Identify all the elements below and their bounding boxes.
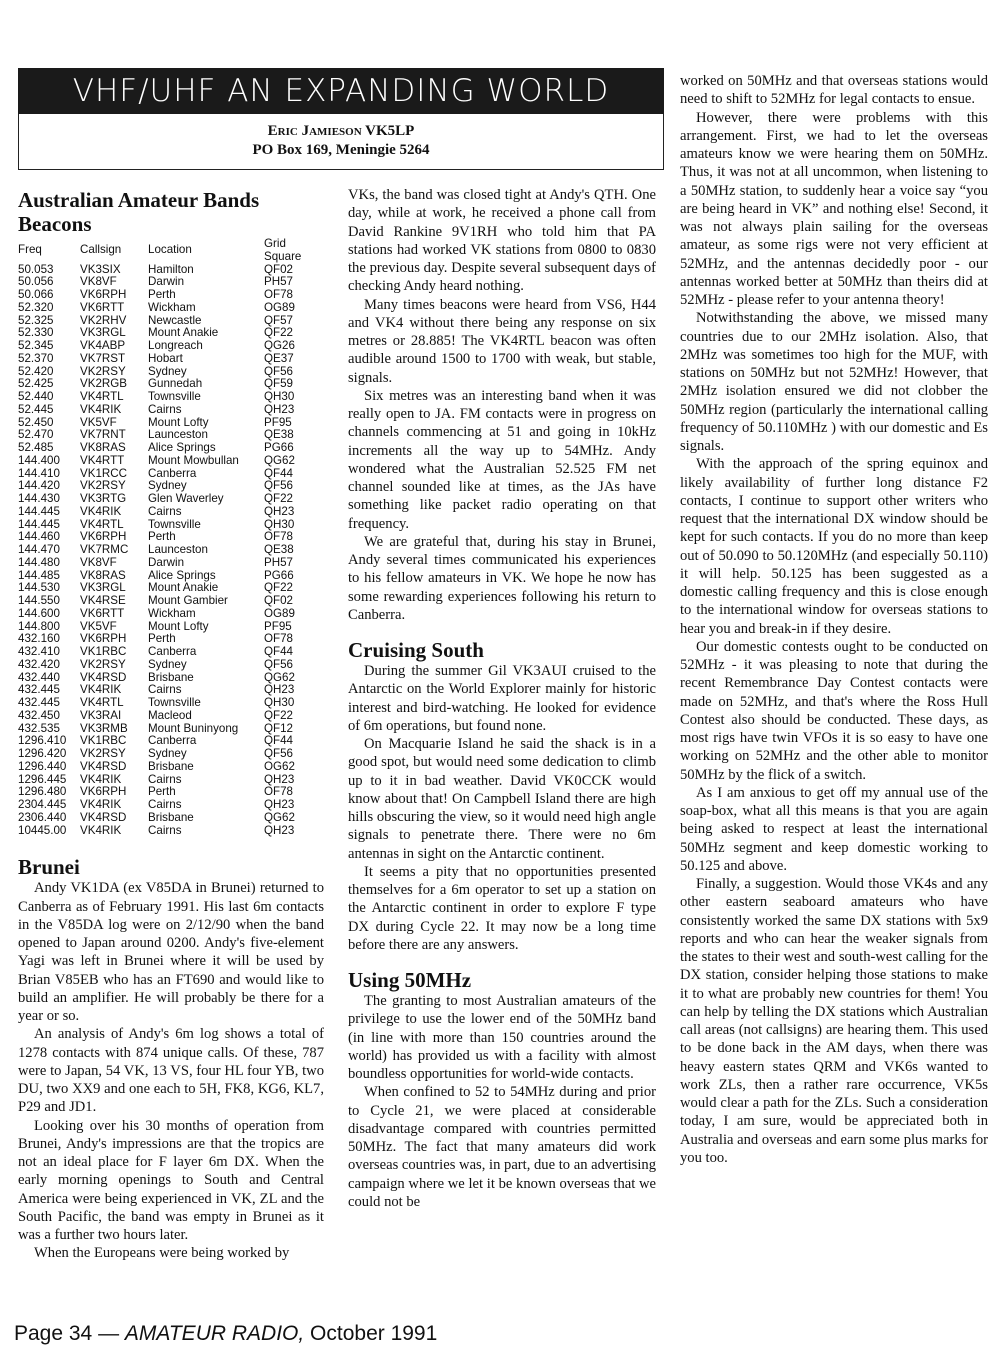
beacon-grid: OF78 — [264, 530, 293, 544]
beacon-location: Mount Gambier — [148, 594, 228, 607]
brunei-paragraph: Many times beacons were heard from VS6, H44 and VK4 without there being any response on six metres or 28.885! The VK4RTL beacon was often audible around 1500 to 1700 with weak, but stable, signals. — [348, 296, 656, 386]
beacon-freq: 50.066 — [18, 288, 54, 301]
beacon-freq: 50.053 — [18, 262, 54, 276]
beacon-callsign: VK3RTG — [80, 492, 127, 505]
beacon-callsign: VK2RSY — [80, 657, 126, 671]
beacon-location: Darwin — [148, 275, 185, 289]
beacon-freq: 52.370 — [18, 351, 54, 365]
beacon-freq: 50.056 — [18, 275, 54, 289]
beacon-callsign: VK2RSY — [80, 479, 126, 493]
beacon-freq: 52.345 — [18, 339, 54, 352]
beacon-grid: PG66 — [264, 441, 294, 454]
beacon-freq: 52.325 — [18, 313, 54, 327]
beacon-grid: QE37 — [264, 351, 294, 365]
beacon-freq: 52.450 — [18, 415, 54, 429]
article-title: VHF/UHF AN EXPANDING WORLD — [18, 68, 664, 114]
beacon-callsign: VK7RST — [80, 351, 126, 365]
beacon-freq: 52.320 — [18, 300, 54, 314]
beacon-callsign: VK6RPH — [80, 785, 127, 799]
beacon-freq: 52.330 — [18, 326, 54, 340]
beacon-grid: QH23 — [264, 683, 295, 697]
beacon-callsign: VK4RTL — [80, 696, 124, 709]
beacon-grid: QH30 — [264, 390, 295, 403]
beacon-location: Glen Waverley — [148, 492, 224, 505]
column-2 — [348, 186, 656, 1211]
beacon-grid: QF22 — [264, 492, 293, 505]
cruising-paragraph: On Macquarie Island he said the shack is in a good spot, but would need some dedication to climb up to it in bad weather. David VK0CCK would know about that! On Campbell Island there are high hills obscuring the view, so it would need high angle signals to penetrate there. There were no 6m antennas in sight on the Antarctic continent. — [348, 736, 656, 862]
beacon-grid: QH23 — [264, 823, 295, 837]
beacon-freq: 432.450 — [18, 708, 60, 722]
beacon-location: Launceston — [148, 428, 208, 442]
beacon-location: Cairns — [148, 504, 182, 518]
beacon-callsign: VK6RPH — [80, 288, 127, 301]
beacon-freq: 1296.410 — [18, 734, 67, 748]
beacon-location: Alice Springs — [148, 441, 216, 454]
beacon-callsign: VK6RTT — [80, 300, 125, 314]
column-header-callsign: Callsign — [80, 243, 122, 257]
brunei-paragraph: When the Europeans were being worked by — [34, 1245, 290, 1262]
table-row — [18, 608, 324, 621]
beacon-grid: OG89 — [264, 606, 295, 620]
beacon-grid: QG62 — [264, 670, 295, 684]
beacon-callsign: VK2RSY — [80, 364, 126, 378]
beacon-location: Perth — [148, 632, 176, 646]
beacon-location: Brisbane — [148, 670, 194, 684]
beacon-callsign: VK4ABP — [80, 339, 126, 352]
beacon-location: Townsville — [148, 517, 201, 531]
brunei-paragraph: Andy VK1DA (ex V85DA in Brunei) returned to Canberra as of February 1991. His last 6m contacts in the V85DA log were on 2/12/90 when the band opened to Japan around 0200. Andy's five-element Yagi was left in Brunei where it will be used by Brian V85EB who has an FT690 and would like to build an amplifier. He will probably be there for a year or so. — [18, 880, 324, 1024]
beacon-grid: QH30 — [264, 696, 295, 709]
beacon-callsign: VK3RGL — [80, 326, 126, 340]
table-row — [18, 761, 324, 774]
using-paragraph: Finally, a suggestion. Would those VK4s and any other eastern seaboard amateurs who have consistently worked the same DX stations with 5x9 reports and who can hear the weaker signals from the states to their west and south-west calling for the DX station, consider helping those stations to make it to what are probably new countries for them! You can help by telling the DX stations which Australian call areas (not callsigns) are hearing them. This used to be done back in the AM days, when there was heavy eastern states QRM and VK6s wanted to work ZLs, then a rather rare occurrence, VK5s would clear a path for the ZLs. Such a consideration today, I am sure, would be appreciated both in Australia and overseas and earn some plus marks for you too. — [680, 876, 988, 1166]
cruising-south-heading: Cruising South — [348, 638, 484, 662]
using-50mhz-heading: Using 50MHz — [348, 968, 472, 992]
cruising-paragraph: During the summer Gil VK3AUI cruised to the Antarctic on the World Explorer mainly for historic interest and bird-watching. He looked for evidence of 6m operations, but found none. — [348, 663, 656, 734]
beacon-grid: QG62 — [264, 810, 295, 824]
beacon-freq: 144.460 — [18, 530, 60, 544]
table-row — [18, 404, 324, 417]
beacon-freq: 432.440 — [18, 670, 60, 684]
beacon-location: Mount Anakie — [148, 326, 219, 340]
beacon-freq: 432.160 — [18, 632, 60, 646]
author-address: PO Box 169, Meningie 5264 — [252, 142, 430, 158]
beacon-grid: QF59 — [264, 377, 293, 391]
beacon-freq: 432.410 — [18, 645, 60, 658]
beacon-callsign: VK4RSD — [80, 810, 127, 824]
beacon-location: Mount Buninyong — [148, 721, 239, 735]
table-row — [18, 646, 324, 659]
beacon-location: Perth — [148, 785, 176, 799]
beacon-callsign: VK1RCC — [80, 466, 128, 480]
beacon-callsign: VK4RSD — [80, 759, 127, 773]
table-row — [18, 748, 324, 761]
brunei-heading: Brunei — [18, 855, 80, 880]
table-row — [18, 799, 324, 812]
beacon-freq: 144.550 — [18, 594, 60, 607]
table-row — [18, 340, 324, 353]
beacon-callsign: VK4RIK — [80, 823, 122, 837]
beacon-location: Mount Anakie — [148, 581, 219, 595]
table-row — [18, 812, 324, 825]
beacon-freq: 144.480 — [18, 555, 60, 569]
beacon-grid: OF78 — [264, 632, 293, 646]
author-byline — [18, 114, 664, 170]
beacon-grid: QH23 — [264, 798, 295, 811]
beacon-callsign: VK4RSD — [80, 670, 127, 684]
brunei-paragraph: Looking over his 30 months of operation from Brunei, Andy's impressions are that the tropics are not an ideal place for F layer 6m DX. When the early morning openings to South and Central America were being experienced in VK, ZL and the South Pacific, the band was empty in Brunei as it was a further two hours later. — [18, 1117, 324, 1243]
beacon-freq: 10445.00 — [18, 823, 67, 837]
beacon-grid: QF02 — [264, 262, 293, 276]
table-row — [18, 825, 324, 838]
beacon-callsign: VK3RAI — [80, 708, 122, 722]
beacon-location: Alice Springs — [148, 568, 216, 582]
beacon-callsign: VK7RNT — [80, 428, 126, 442]
table-row — [18, 455, 324, 468]
beacon-grid: QF22 — [264, 581, 293, 595]
beacon-freq: 144.400 — [18, 453, 60, 467]
beacon-callsign: VK3RGL — [80, 581, 126, 595]
table-row — [18, 544, 324, 557]
beacons-heading: Australian Amateur Bands — [18, 188, 260, 212]
beacon-callsign: VK2RSY — [80, 747, 126, 760]
beacons-subheading: Beacons — [18, 212, 92, 236]
beacon-location: Hamilton — [148, 262, 194, 276]
beacon-grid: QH23 — [264, 504, 295, 518]
beacon-grid: QE38 — [264, 543, 294, 556]
using-paragraph: However, there were problems with this arrangement. First, we had to let the overseas amateurs know we were hearing them on 50MHz. Thus, it was not at all uncommon, when listening to a 50MHz station, to suddenly hear a voice say “you are being heard in VK” and nothing else! Second, it was not always plain sailing for the overseas amateur, as some rigs were not very efficient at 52MHz, and the antennas decidedly poor - our antennas worked better at 50MHz than theirs did at 52MHz - please refer to your antenna theory! — [680, 109, 988, 308]
beacon-location: Perth — [148, 288, 176, 301]
table-row — [18, 710, 324, 723]
beacon-callsign: VK4RTT — [80, 453, 125, 467]
beacon-grid: QF44 — [264, 645, 293, 658]
beacon-grid: OG89 — [264, 300, 295, 314]
page-number: Page 34 — — [14, 1322, 125, 1345]
issue-date: October 1991 — [304, 1322, 438, 1345]
beacon-table-header — [18, 238, 324, 264]
magazine-name: AMATEUR RADIO, — [124, 1322, 305, 1345]
beacon-freq: 1296.480 — [18, 785, 67, 799]
beacon-callsign: VK4RIK — [80, 402, 122, 416]
beacon-location: Canberra — [148, 734, 197, 748]
table-row — [18, 353, 324, 366]
beacon-callsign: VK2RHV — [80, 313, 127, 327]
beacon-grid: QF12 — [264, 721, 293, 735]
beacon-callsign: VK4RIK — [80, 504, 122, 518]
beacon-callsign: VK2RGB — [80, 377, 128, 391]
beacon-grid: QF02 — [264, 594, 293, 607]
beacon-location: Cairns — [148, 823, 182, 837]
beacon-grid: OG62 — [264, 759, 295, 773]
beacon-location: Sydney — [148, 747, 187, 760]
beacon-callsign: VK4RTL — [80, 390, 124, 403]
beacon-freq: 2304.445 — [18, 798, 67, 811]
beacon-callsign: VK1RBC — [80, 645, 127, 658]
beacon-callsign: VK8RAS — [80, 441, 126, 454]
beacon-callsign: VK4RIK — [80, 683, 122, 697]
beacon-callsign: VK5VF — [80, 415, 117, 429]
beacon-freq: 52.420 — [18, 364, 54, 378]
beacon-table — [18, 238, 324, 837]
beacon-callsign: VK6RTT — [80, 606, 125, 620]
beacon-freq: 144.470 — [18, 543, 60, 556]
beacon-freq: 144.600 — [18, 606, 60, 620]
beacon-callsign: VK3SIX — [80, 262, 121, 276]
table-row — [18, 506, 324, 519]
using-paragraph: With the approach of the spring equinox and likely availability of further long distance F2 contacts, I continue to support other writers who request that the international DX window should be kept for such contacts. If you do no more than keep out of 50.090 to 50.120MHz (and especially 50.110) it will help. 50.125 has been suggested as a domestic calling frequency and this is close enough to the international window for overseas stations to hear you and break-in if they desire. — [680, 456, 988, 637]
beacon-location: Townsville — [148, 696, 201, 709]
beacon-freq: 144.445 — [18, 504, 60, 518]
using-paragraph: The granting to most Australian amateurs of the privilege to use the lower end of the 50MHz band (in line with more than 150 countries around the world) has provided us with a facility with almost boundless opportunities for world-wide contacts. — [348, 993, 656, 1082]
beacon-freq: 144.485 — [18, 568, 60, 582]
using-continuation: worked on 50MHz and that overseas stations would need to shift to 52MHz for legal contacts to ensue. — [680, 73, 988, 108]
beacon-location: Wickham — [148, 606, 196, 620]
beacon-grid: QF44 — [264, 466, 293, 480]
beacon-location: Canberra — [148, 645, 197, 658]
using-paragraph: Our domestic contests ought to be conducted on 52MHz - it was pleasing to note that during the recent Remembrance Day Contest contacts were made on 52MHz, and that's where the Ross Hull Contest also should be conducted. These days, as most rigs have twin VFOs it is so easy to have one working on 52MHz and the other able to monitor 50MHz by the flick of a switch. — [680, 638, 988, 783]
beacon-grid: QE38 — [264, 428, 294, 442]
beacon-location: Sydney — [148, 364, 187, 378]
beacon-grid: OF78 — [264, 785, 293, 799]
table-row — [18, 442, 324, 455]
beacon-grid: OF78 — [264, 288, 293, 301]
beacon-freq: 144.800 — [18, 619, 60, 633]
beacon-freq: 52.485 — [18, 441, 54, 454]
table-row — [18, 289, 324, 302]
beacon-location: Canberra — [148, 466, 197, 480]
table-row — [18, 557, 324, 570]
beacon-location: Gunnedah — [148, 377, 203, 391]
column-1 — [18, 186, 324, 1263]
beacon-location: Longreach — [148, 339, 203, 352]
beacon-grid: QG26 — [264, 339, 295, 352]
beacon-callsign: VK7RMC — [80, 543, 129, 556]
beacon-location: Launceston — [148, 543, 208, 556]
beacon-callsign: VK4RSE — [80, 594, 126, 607]
cruising-paragraph: It seems a pity that no opportunities presented themselves for a 6m operator to set up a station on the Antarctic continent in order to explore F type DX during Cycle 22. It may now be a long time before there are any answers. — [348, 863, 656, 953]
beacon-grid: QF56 — [264, 479, 293, 493]
brunei-continuation: VKs, the band was closed tight at Andy's QTH. One day, while at work, he received a phone call from David Rankine 9V1RH who told him that PA stations had worked VK stations from 0800 to 0830 the previous day. Despite several subsequent days of checking Andy heard nothing. — [348, 187, 656, 295]
beacon-grid: QF22 — [264, 326, 293, 340]
beacon-callsign: VK8RAS — [80, 568, 126, 582]
beacon-location: Cairns — [148, 683, 182, 697]
beacon-location: Cairns — [148, 798, 182, 811]
using-paragraph: As I am anxious to get off my annual use of the soap-box, what all this means is that you are again being asked to respect at least the international 50MHz segment and keep domestic working to 50.125 and above. — [680, 784, 988, 874]
beacon-grid: QF56 — [264, 657, 293, 671]
beacon-location: Brisbane — [148, 810, 194, 824]
beacon-freq: 144.420 — [18, 479, 60, 493]
beacon-freq: 144.445 — [18, 517, 60, 531]
column-header-location: Location — [148, 243, 192, 257]
beacon-freq: 1296.445 — [18, 772, 67, 786]
table-row — [18, 302, 324, 315]
beacon-freq: 52.445 — [18, 402, 54, 416]
beacon-callsign: VK8VF — [80, 275, 117, 289]
using-paragraph: When confined to 52 to 54MHz during and prior to Cycle 21, we were placed at considerable disadvantage compared with countries permitted 50MHz. The fact that many amateurs did work overseas countries was, in part, due to an advertising campaign where we let it be known overseas that we could not be — [348, 1084, 657, 1210]
beacon-grid: QF22 — [264, 708, 293, 722]
beacon-freq: 432.535 — [18, 721, 60, 735]
beacon-freq: 144.410 — [18, 466, 60, 480]
beacon-grid: QF56 — [264, 364, 293, 378]
using-paragraph: Notwithstanding the above, we missed many countries due to our 2MHz isolation. Also, that 2MHz was sometimes too high for the MUF, with stations on 50MHz but not 52MHz! However, that 2MHz isolation ensured we did not clobber the 50MHz region (particularly the international calling frequency of 50.110MHz ) with our domestic and Es signals. — [680, 310, 988, 454]
beacon-freq: 52.470 — [18, 428, 54, 442]
beacon-grid: PH57 — [264, 555, 294, 569]
page-footer — [14, 1322, 437, 1346]
beacon-location: Cairns — [148, 772, 182, 786]
beacon-location: Mount Mowbullan — [148, 453, 239, 467]
beacon-callsign: VK5VF — [80, 619, 117, 633]
beacon-grid: QH23 — [264, 402, 295, 416]
beacon-location: Wickham — [148, 300, 196, 314]
column-header-grid-square: Grid Square — [264, 237, 302, 263]
table-row — [18, 697, 324, 710]
beacon-grid: PG66 — [264, 568, 294, 582]
beacon-location: Mount Lofty — [148, 619, 209, 633]
beacon-callsign: VK4RIK — [80, 798, 122, 811]
table-row — [18, 391, 324, 404]
beacon-table-body — [18, 264, 324, 838]
author-name: Eric Jamieson VK5LP — [267, 123, 415, 139]
beacon-location: Sydney — [148, 479, 187, 493]
beacon-freq: 52.440 — [18, 390, 54, 403]
beacon-location: Perth — [148, 530, 176, 544]
brunei-paragraph: We are grateful that, during his stay in Brunei, Andy several times communicated his experiences to his fellow amateurs in VK. We hope he now has some rewarding experiences following his return to Canberra. — [348, 533, 656, 623]
beacon-location: Hobart — [148, 351, 183, 365]
brunei-paragraph: Six metres was an interesting band when it was really open to JA. FM contacts were in progress on channels commencing at 51 and going in 10kHz increments all the way up to 54MHz. Andy wondered what the Australian 52.525 FM net channel sounded like at times, as the JAs have something like packet radio operating on that frequency. — [348, 387, 656, 532]
beacon-freq: 144.430 — [18, 492, 60, 505]
beacon-freq: 432.445 — [18, 696, 60, 709]
beacon-callsign: VK3RMB — [80, 721, 128, 735]
beacon-location: Darwin — [148, 555, 185, 569]
beacon-location: Brisbane — [148, 759, 194, 773]
beacon-grid: PH57 — [264, 275, 294, 289]
table-row — [18, 595, 324, 608]
column-header-freq: Freq — [18, 243, 42, 257]
table-row — [18, 659, 324, 672]
table-row — [18, 493, 324, 506]
beacon-location: Cairns — [148, 402, 182, 416]
beacon-location: Newcastle — [148, 313, 202, 327]
beacon-grid: PF95 — [264, 619, 292, 633]
column-3 — [680, 72, 988, 1167]
beacon-callsign: VK8VF — [80, 555, 117, 569]
beacon-freq: 2306.440 — [18, 810, 67, 824]
beacon-grid: PF95 — [264, 415, 292, 429]
beacon-callsign: VK6RPH — [80, 530, 127, 544]
beacon-grid: QH30 — [264, 517, 295, 531]
brunei-paragraph: An analysis of Andy's 6m log shows a total of 1278 contacts with 874 unique calls. Of these, 787 were to Japan, 54 VK, 13 VS, four HL four YB, two DU, two XX9 and one each to 5H, FK8, KG6, KL7, P29 and JD1. — [18, 1026, 324, 1116]
beacon-freq: 1296.420 — [18, 747, 67, 760]
beacon-location: Townsville — [148, 390, 201, 403]
beacon-grid: QG62 — [264, 453, 295, 467]
beacon-grid: QF44 — [264, 734, 293, 748]
beacon-callsign: VK4RTL — [80, 517, 124, 531]
beacon-location: Mount Lofty — [148, 415, 209, 429]
beacon-freq: 144.530 — [18, 581, 60, 595]
beacon-grid: QF56 — [264, 747, 293, 760]
beacon-callsign: VK4RIK — [80, 772, 122, 786]
beacon-callsign: VK1RBC — [80, 734, 127, 748]
beacon-location: Macleod — [148, 708, 192, 722]
beacon-freq: 52.425 — [18, 377, 54, 391]
beacon-grid: QF57 — [264, 313, 293, 327]
beacon-freq: 432.445 — [18, 683, 60, 697]
beacon-callsign: VK6RPH — [80, 632, 127, 646]
beacon-freq: 1296.440 — [18, 759, 67, 773]
beacon-grid: QH23 — [264, 772, 295, 786]
beacon-freq: 432.420 — [18, 657, 60, 671]
beacon-location: Sydney — [148, 657, 187, 671]
